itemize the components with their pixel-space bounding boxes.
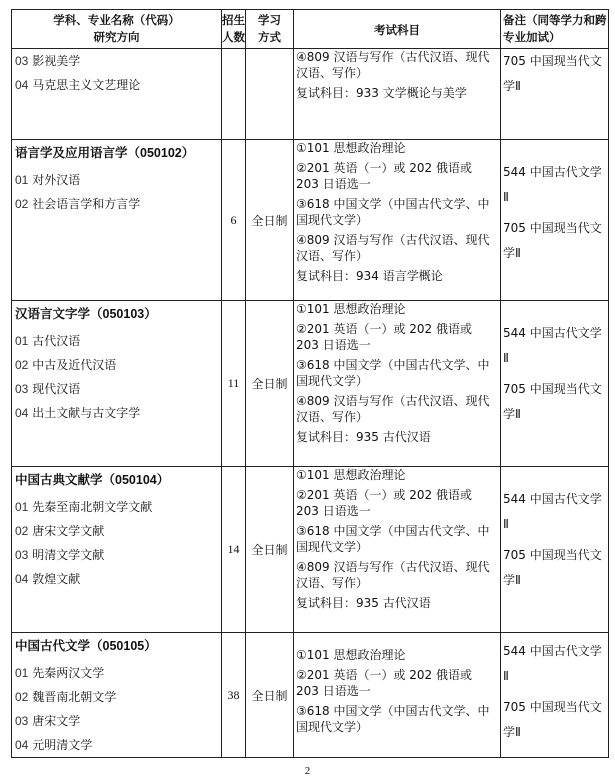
direction-item: 01 对外汉语 — [15, 173, 81, 187]
direction-item: 02 唐宋文学文献 — [15, 524, 105, 538]
note-line: 学Ⅱ — [503, 246, 521, 260]
direction-item: 01 先秦至南北朝文学文献 — [15, 500, 153, 514]
exam-item: ③618 中国文学（中国古代文学、中国现代文学） — [296, 358, 490, 388]
header-mode-line1: 学习 — [258, 13, 281, 27]
table-row-section — [12, 467, 609, 633]
table-row-section — [12, 301, 609, 467]
exam-item: ②201 英语（一）或 202 俄语或 203 日语选一 — [296, 161, 473, 191]
table-row-section — [12, 140, 609, 301]
note-line: 705 中国现当代文 — [503, 54, 602, 68]
exam-item: ③618 中国文学（中国古代文学、中国现代文学） — [296, 524, 490, 554]
subject-title: 中国古典文献学（050104） — [15, 472, 170, 487]
exam-item: ④809 汉语与写作（古代汉语、现代汉语、写作） — [296, 394, 490, 424]
exam-item: ③618 中国文学（中国古代文学、中国现代文学） — [296, 197, 490, 227]
note-line: 544 中国古代文学 — [503, 165, 602, 179]
header-count-line2: 人数 — [222, 30, 245, 44]
note-line: 705 中国现当代文 — [503, 382, 602, 396]
retest-item: 复试科目：933 文学概论与美学 — [296, 86, 467, 100]
header-mode-line2: 方式 — [258, 30, 281, 44]
note-line: 705 中国现当代文 — [503, 548, 602, 562]
note-line: 学Ⅱ — [503, 573, 521, 587]
direction-item: 02 中古及近代汉语 — [15, 358, 117, 372]
section-notes — [501, 301, 609, 467]
note-line: Ⅱ — [503, 517, 509, 531]
header-mode — [246, 10, 294, 49]
exam-item: ①101 思想政治理论 — [296, 141, 406, 155]
section-exams — [294, 140, 501, 301]
direction-item: 04 元明清文学 — [15, 738, 93, 752]
note-line: 544 中国古代文学 — [503, 492, 602, 506]
study-mode: 全日制 — [246, 140, 294, 301]
direction-item: 01 先秦两汉文学 — [15, 666, 105, 680]
exam-item: ②201 英语（一）或 202 俄语或 203 日语选一 — [296, 488, 473, 518]
note-line: 学Ⅱ — [503, 725, 521, 739]
direction-item: 04 敦煌文献 — [15, 572, 81, 586]
subject-title: 语言学及应用语言学（050102） — [15, 145, 195, 160]
header-note-line2: 专业加试） — [503, 30, 561, 44]
subject-title: 汉语言文字学（050103） — [15, 306, 157, 321]
note-line: 学Ⅱ — [503, 79, 521, 93]
section-exams — [294, 301, 501, 467]
note-line: 544 中国古代文学 — [503, 326, 602, 340]
subject-title: 中国古代文学（050105） — [15, 638, 157, 653]
cont-notes — [501, 49, 609, 140]
enrollment-count: 11 — [222, 301, 246, 467]
enrollment-count: 6 — [222, 140, 246, 301]
header-count — [222, 10, 246, 49]
exam-item: ①101 思想政治理论 — [296, 302, 406, 316]
note-line: Ⅱ — [503, 351, 509, 365]
header-note-line1: 备注（同等学力和跨 — [503, 13, 607, 27]
exam-item: ①101 思想政治理论 — [296, 468, 406, 482]
header-count-line1: 招生 — [222, 13, 245, 27]
retest-item: 复试科目：934 语言学概论 — [296, 269, 443, 283]
exam-item: ④809 汉语与写作（古代汉语、现代汉语、写作） — [296, 50, 490, 80]
cont-exams — [294, 49, 501, 140]
direction-item: 03 影视美学 — [15, 54, 81, 68]
table-row-continuation — [12, 49, 609, 140]
enrollment-count: 38 — [222, 633, 246, 758]
section-subject — [12, 140, 222, 301]
header-subject-line2: 研究方向 — [93, 30, 140, 44]
direction-item: 03 现代汉语 — [15, 382, 81, 396]
section-exams — [294, 633, 501, 758]
section-notes — [501, 467, 609, 633]
header-subject-line1: 学科、专业名称（代码） — [53, 13, 180, 27]
header-exam: 考试科目 — [294, 10, 501, 49]
cont-directions — [12, 49, 222, 140]
section-subject — [12, 633, 222, 758]
note-line: Ⅱ — [503, 669, 509, 683]
note-line: 705 中国现当代文 — [503, 221, 602, 235]
section-subject — [12, 301, 222, 467]
section-notes — [501, 633, 609, 758]
note-line: 学Ⅱ — [503, 407, 521, 421]
direction-item: 02 社会语言学和方言学 — [15, 197, 141, 211]
direction-item: 01 古代汉语 — [15, 334, 81, 348]
direction-item: 04 马克思主义文艺理论 — [15, 78, 141, 92]
retest-item: 复试科目：935 古代汉语 — [296, 430, 431, 444]
direction-item: 02 魏晋南北朝文学 — [15, 690, 117, 704]
study-mode: 全日制 — [246, 301, 294, 467]
note-line: Ⅱ — [503, 190, 509, 204]
cont-count — [222, 49, 246, 140]
table-header-row — [12, 10, 609, 49]
page-number: 2 — [304, 765, 311, 777]
direction-item: 03 明清文学文献 — [15, 548, 105, 562]
section-subject — [12, 467, 222, 633]
cont-mode — [246, 49, 294, 140]
note-line: 705 中国现当代文 — [503, 700, 602, 714]
table-row-section — [12, 633, 609, 758]
program-table — [11, 9, 609, 758]
section-notes — [501, 140, 609, 301]
study-mode: 全日制 — [246, 633, 294, 758]
exam-item: ④809 汉语与写作（古代汉语、现代汉语、写作） — [296, 233, 490, 263]
exam-item: ③618 中国文学（中国古代文学、中国现代文学） — [296, 704, 490, 734]
exam-item: ④809 汉语与写作（古代汉语、现代汉语、写作） — [296, 560, 490, 590]
header-subject — [12, 10, 222, 49]
retest-item: 复试科目：935 古代汉语 — [296, 596, 431, 610]
direction-item: 04 出土文献与古文字学 — [15, 406, 141, 420]
enrollment-count: 14 — [222, 467, 246, 633]
direction-item: 03 唐宋文学 — [15, 714, 81, 728]
exam-item: ②201 英语（一）或 202 俄语或 203 日语选一 — [296, 322, 473, 352]
exam-item: ①101 思想政治理论 — [296, 648, 406, 662]
section-exams — [294, 467, 501, 633]
note-line: 544 中国古代文学 — [503, 644, 602, 658]
header-note — [501, 10, 609, 49]
exam-item: ②201 英语（一）或 202 俄语或 203 日语选一 — [296, 668, 473, 698]
study-mode: 全日制 — [246, 467, 294, 633]
